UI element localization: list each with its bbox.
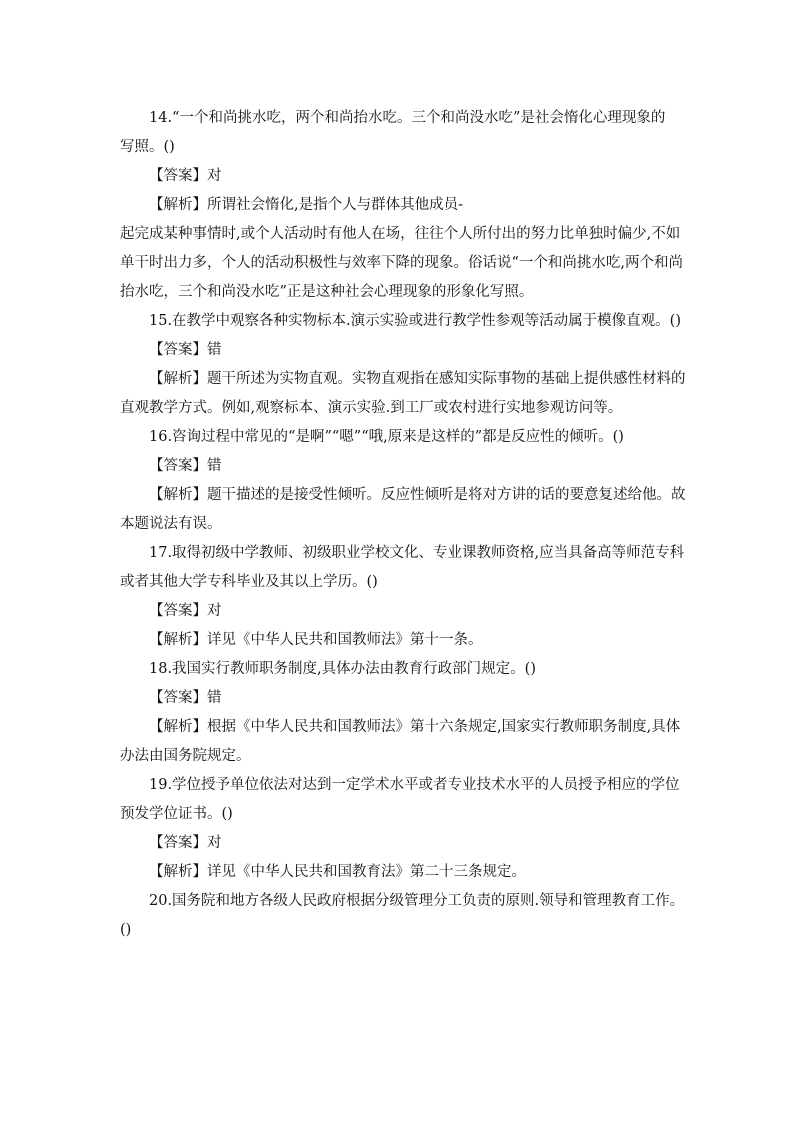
q20-line-1: 20.国务院和地方各级人民政府根据分级管理分工负责的原则.领导和管理教育工作。	[149, 893, 685, 909]
q16-analysis-line-1: 【解析】题干描述的是接受性倾听。反应性倾听是将对方讲的话的要意复述给他。故	[149, 487, 686, 503]
q16-line-1: 16.咨询过程中常见的“是啊”“嗯”“哦,原来是这样的”都是反应性的倾听。()	[149, 429, 624, 445]
q16-analysis-line-2: 本题说法有误。	[120, 516, 222, 532]
q16-answer: 【答案】错	[149, 458, 222, 474]
q14-answer: 【答案】对	[149, 168, 222, 184]
q15-answer: 【答案】错	[149, 342, 222, 358]
q14-line-1: 14.“一个和尚挑水吃，两个和尚抬水吃。三个和尚没水吃”是社会惰化心理现象的	[149, 110, 666, 126]
q20-line-2: ()	[120, 922, 132, 938]
q14-line-2: 写照。()	[120, 139, 175, 155]
q19-answer: 【答案】对	[149, 835, 222, 851]
q15-analysis-line-1: 【解析】题干所述为实物直观。实物直观指在感知实际事物的基础上提供感性材料的	[149, 371, 686, 387]
q14-analysis-line-1: 【解析】所谓社会惰化,是指个人与群体其他成员-	[149, 197, 464, 213]
q17-analysis: 【解析】详见《中华人民共和国教师法》第十一条。	[149, 632, 483, 648]
q17-line-2: 或者其他大学专科毕业及其以上学历。()	[120, 574, 378, 590]
q14-analysis-line-2: 起完成某种事情时,或个人活动时有他人在场，往往个人所付出的努力比单独时偏少,不如	[120, 226, 681, 242]
q19-line-1: 19.学位授予单位依法对达到一定学术水平或者专业技术水平的人员授予相应的学位	[149, 777, 680, 793]
q17-line-1: 17.取得初级中学教师、初级职业学校文化、专业课教师资格,应当具备高等师范专科	[149, 545, 685, 561]
q14-analysis-line-3: 单干时出力多，个人的活动积极性与效率下降的现象。俗话说“一个和尚挑水吃,两个和尚	[120, 255, 684, 271]
q19-analysis: 【解析】详见《中华人民共和国教育法》第二十三条规定。	[149, 864, 526, 880]
q18-line-1: 18.我国实行教师职务制度,具体办法由教育行政部门规定。()	[149, 661, 536, 677]
q18-analysis-line-1: 【解析】根据《中华人民共和国教师法》第十六条规定,国家实行教师职务制度,具体	[149, 719, 681, 735]
q14-analysis-line-4: 抬水吃，三个和尚没水吃”正是这种社会心理现象的形象化写照。	[120, 284, 534, 300]
q19-line-2: 预发学位证书。()	[120, 806, 233, 822]
q18-analysis-line-2: 办法由国务院规定。	[120, 748, 251, 764]
q15-analysis-line-2: 直观教学方式。例如,观察标本、演示实验.到工厂或农村进行实地参观访问等。	[120, 400, 623, 416]
q17-answer: 【答案】对	[149, 603, 222, 619]
q15-line-1: 15.在教学中观察各种实物标本.演示实验或进行教学性参观等活动属于模像直观。()	[149, 313, 681, 329]
q18-answer: 【答案】错	[149, 690, 222, 706]
